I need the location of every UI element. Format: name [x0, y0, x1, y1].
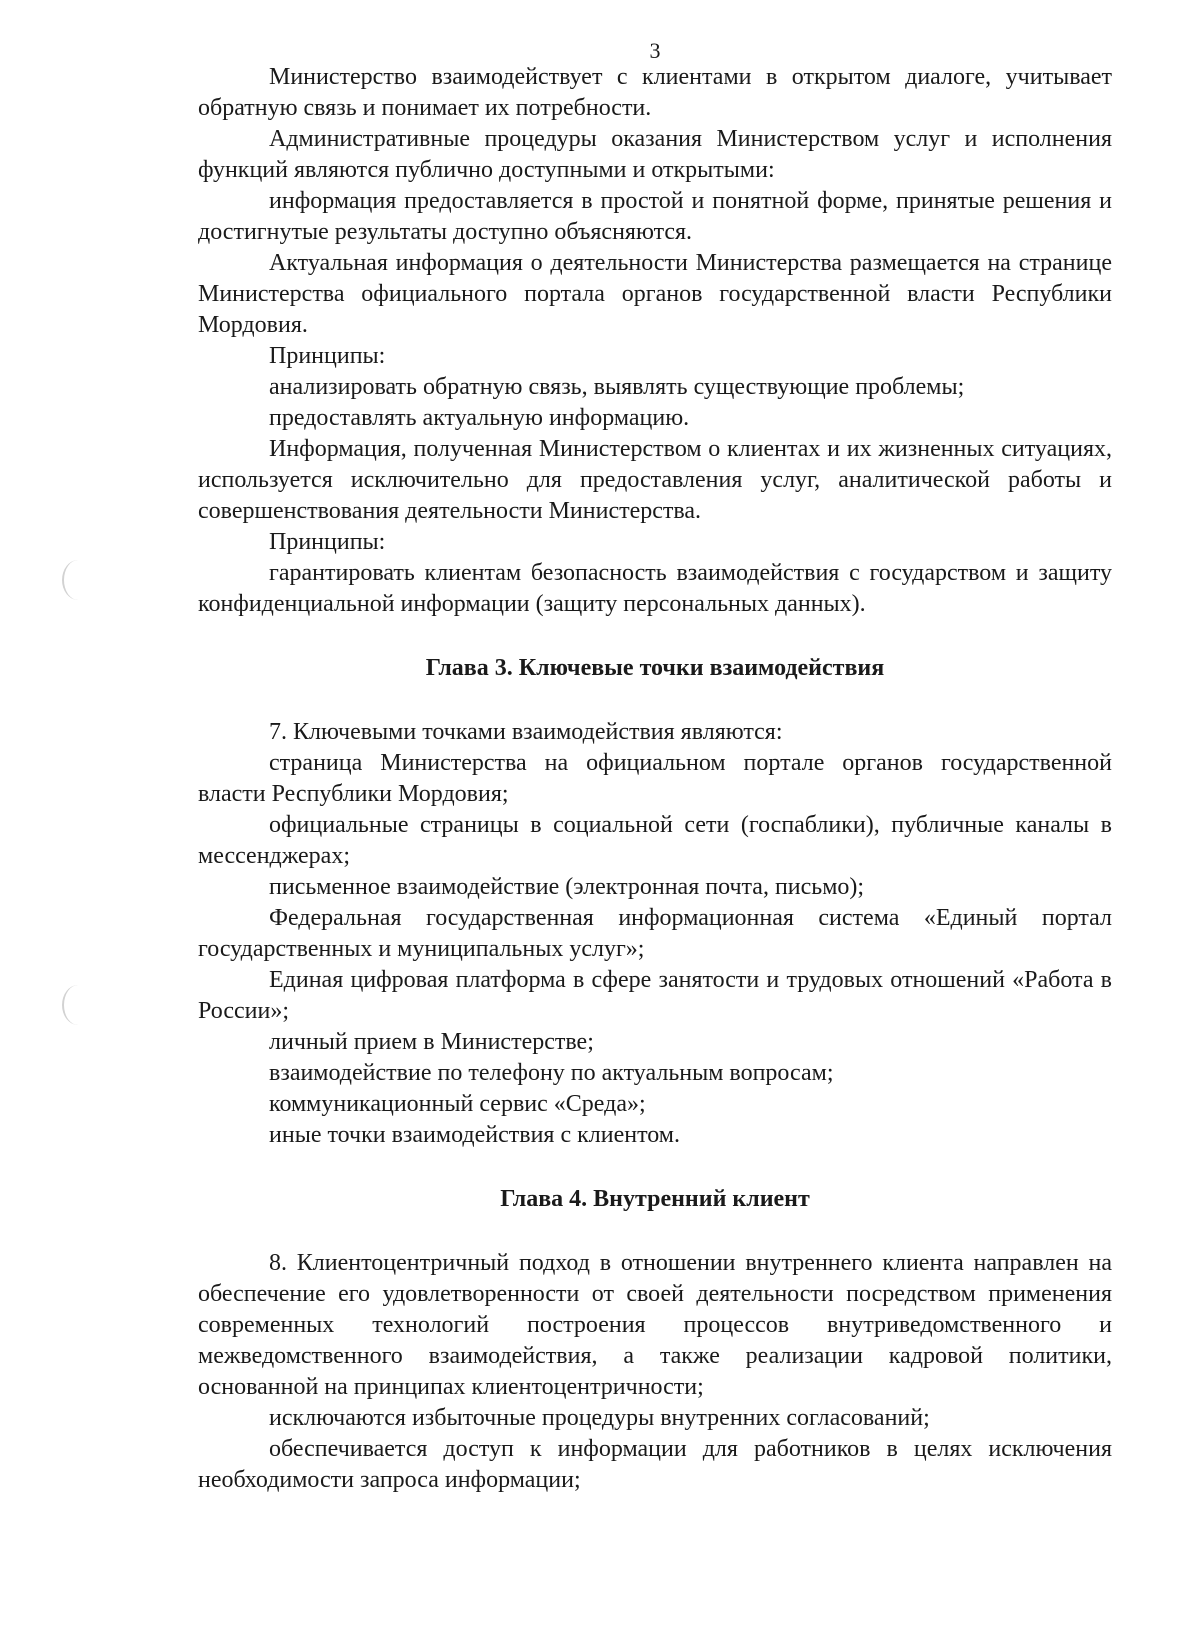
paragraph: официальные страницы в социальной сети (госпаблики), публичные каналы в мессенджерах;: [198, 812, 1112, 869]
paragraph: Федеральная государственная информационная система «Единый портал государственных и муниципальных услуг»;: [198, 905, 1112, 962]
scan-artifact-mark: [62, 985, 94, 1025]
paragraph: письменное взаимодействие (электронная почта, письмо);: [269, 874, 865, 900]
paragraph: информация предоставляется в простой и понятной форме, принятые решения и достигнутые результаты доступно объясняются.: [198, 188, 1112, 245]
paragraph: исключаются избыточные процедуры внутренних согласований;: [269, 1405, 930, 1431]
scan-artifact-mark: [62, 560, 94, 600]
paragraph: Единая цифровая платформа в сфере занятости и трудовых отношений «Работа в России»;: [198, 967, 1112, 1024]
paragraph: 8. Клиентоцентричный подход в отношении внутреннего клиента направлен на обеспечение его удовлетворенности от своей деятельности посредством применения современных технологий построения процессов внутриведомственного и межведомственного взаимодействия, а также реализации кадровой политики, основанной на принципах клиентоцентричности;: [198, 1250, 1112, 1400]
paragraph: Актуальная информация о деятельности Министерства размещается на странице Министерства официального портала органов государственной власти Республики Мордовия.: [198, 250, 1112, 338]
paragraph: личный прием в Министерстве;: [269, 1029, 594, 1055]
paragraph: иные точки взаимодействия с клиентом.: [269, 1122, 680, 1148]
spacer: [198, 1215, 1112, 1248]
paragraph: анализировать обратную связь, выявлять существующие проблемы;: [269, 374, 965, 400]
document-body: [198, 62, 1112, 1496]
paragraph: 7. Ключевыми точками взаимодействия являются:: [269, 719, 783, 745]
spacer: [198, 1151, 1112, 1184]
paragraph: Принципы:: [269, 343, 386, 369]
page-number: 3: [649, 38, 661, 63]
spacer: [198, 684, 1112, 717]
paragraph: гарантировать клиентам безопасность взаимодействия с государством и защиту конфиденциальной информации (защиту персональных данных).: [198, 560, 1112, 617]
paragraph: предоставлять актуальную информацию.: [269, 405, 690, 431]
chapter-4-heading: Глава 4. Внутренний клиент: [500, 1186, 810, 1212]
paragraph: Информация, полученная Министерством о клиентах и их жизненных ситуациях, используется исключительно для предоставления услуг, аналитической работы и совершенствования деятельности Министерства.: [198, 436, 1112, 524]
paragraph: страница Министерства на официальном портале органов государственной власти Республики Мордовия;: [198, 750, 1112, 807]
paragraph: коммуникационный сервис «Среда»;: [269, 1091, 646, 1117]
paragraph: Принципы:: [269, 529, 386, 555]
paragraph: обеспечивается доступ к информации для работников в целях исключения необходимости запроса информации;: [198, 1436, 1112, 1493]
paragraph: взаимодействие по телефону по актуальным вопросам;: [269, 1060, 834, 1086]
spacer: [198, 620, 1112, 653]
paragraph: Министерство взаимодействует с клиентами в открытом диалоге, учитывает обратную связь и понимает их потребности.: [198, 64, 1112, 121]
paragraph: Административные процедуры оказания Министерством услуг и исполнения функций являются публично доступными и открытыми:: [198, 126, 1112, 183]
chapter-3-heading: Глава 3. Ключевые точки взаимодействия: [425, 655, 885, 681]
